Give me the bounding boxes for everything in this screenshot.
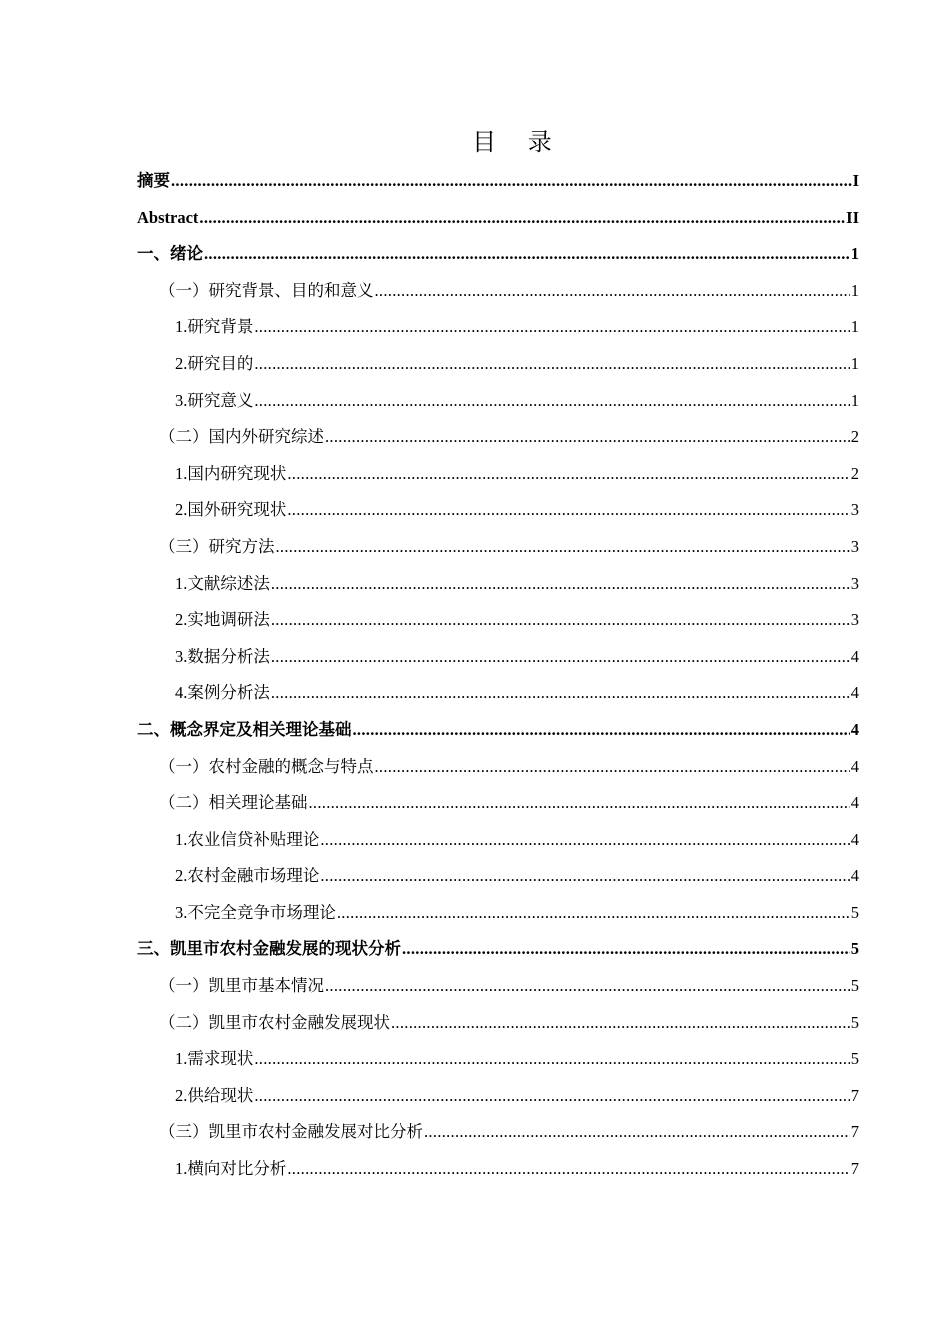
toc-entry-page: 3 bbox=[850, 610, 859, 630]
toc-entry[interactable] bbox=[137, 785, 859, 822]
toc-entry-page: 1 bbox=[850, 244, 859, 264]
dot-leader bbox=[424, 1114, 850, 1151]
toc-entry[interactable] bbox=[137, 639, 859, 676]
toc-entry-label: （一）凯里市基本情况 bbox=[159, 976, 324, 996]
toc-entry-page: 3 bbox=[850, 573, 859, 593]
toc-entry-page: 3 bbox=[850, 536, 859, 556]
dot-leader bbox=[309, 785, 850, 822]
toc-entry-page: 4 bbox=[850, 683, 859, 703]
dot-leader bbox=[375, 273, 850, 310]
toc-entry-label: 1.农业信贷补贴理论 bbox=[175, 829, 320, 849]
toc-entry-page: 4 bbox=[850, 646, 859, 666]
toc-entry-label: 二、概念界定及相关理论基础 bbox=[137, 719, 352, 739]
toc-entry[interactable] bbox=[137, 602, 859, 639]
table-of-contents bbox=[137, 163, 859, 1188]
toc-entry-label: 1.横向对比分析 bbox=[175, 1159, 287, 1179]
toc-entry[interactable] bbox=[137, 822, 859, 859]
toc-entry[interactable] bbox=[137, 566, 859, 603]
toc-entry[interactable] bbox=[137, 529, 859, 566]
dot-leader bbox=[271, 675, 850, 712]
toc-entry[interactable] bbox=[137, 236, 859, 273]
dot-leader bbox=[254, 346, 849, 383]
toc-entry-page: 1 bbox=[850, 390, 859, 410]
toc-entry-page: 4 bbox=[850, 829, 859, 849]
toc-entry[interactable] bbox=[137, 749, 859, 786]
dot-leader bbox=[204, 236, 850, 273]
dot-leader bbox=[254, 1041, 849, 1078]
toc-entry[interactable] bbox=[137, 1114, 859, 1151]
toc-entry-label: 三、凯里市农村金融发展的现状分析 bbox=[137, 939, 401, 959]
toc-entry[interactable] bbox=[137, 1151, 859, 1188]
toc-entry-label: 一、绪论 bbox=[137, 244, 203, 264]
toc-entry-page: 7 bbox=[850, 1085, 859, 1105]
dot-leader bbox=[287, 456, 849, 493]
toc-entry-label: （二）国内外研究综述 bbox=[159, 427, 324, 447]
dot-leader bbox=[287, 492, 849, 529]
toc-entry[interactable] bbox=[137, 858, 859, 895]
dot-leader bbox=[271, 602, 850, 639]
dot-leader bbox=[402, 931, 850, 968]
toc-entry-label: 1.国内研究现状 bbox=[175, 463, 287, 483]
toc-entry-page: 2 bbox=[850, 463, 859, 483]
toc-entry-label: （三）研究方法 bbox=[159, 536, 275, 556]
toc-entry-label: 1.研究背景 bbox=[175, 317, 254, 337]
toc-entry-page: 1 bbox=[850, 353, 859, 373]
dot-leader bbox=[254, 309, 849, 346]
dot-leader bbox=[325, 419, 850, 456]
toc-entry[interactable] bbox=[137, 1005, 859, 1042]
toc-entry[interactable] bbox=[137, 1078, 859, 1115]
toc-entry[interactable] bbox=[137, 383, 859, 420]
dot-leader bbox=[271, 639, 850, 676]
toc-entry[interactable] bbox=[137, 419, 859, 456]
toc-entry-label: （二）相关理论基础 bbox=[159, 793, 308, 813]
toc-entry-label: 1.文献综述法 bbox=[175, 573, 270, 593]
toc-entry-label: 3.数据分析法 bbox=[175, 646, 270, 666]
toc-entry[interactable] bbox=[137, 931, 859, 968]
toc-entry-label: 摘要 bbox=[137, 171, 170, 190]
dot-leader bbox=[391, 1005, 850, 1042]
toc-entry-page: 4 bbox=[850, 793, 859, 813]
dot-leader bbox=[271, 566, 850, 603]
toc-entry-label: 2.国外研究现状 bbox=[175, 500, 287, 520]
dot-leader bbox=[375, 749, 850, 786]
toc-entry[interactable] bbox=[137, 309, 859, 346]
toc-entry-page: 4 bbox=[850, 756, 859, 776]
toc-entry-page: 5 bbox=[850, 939, 859, 959]
dot-leader bbox=[287, 1151, 849, 1188]
toc-entry-label: 3.研究意义 bbox=[175, 390, 254, 410]
toc-entry-label: 2.实地调研法 bbox=[175, 610, 270, 630]
toc-entry[interactable] bbox=[137, 273, 859, 310]
toc-entry-label: 1.需求现状 bbox=[175, 1049, 254, 1069]
toc-entry-label: 2.供给现状 bbox=[175, 1085, 254, 1105]
toc-entry-page: I bbox=[852, 171, 859, 190]
dot-leader bbox=[320, 822, 849, 859]
toc-entry-page: 2 bbox=[850, 427, 859, 447]
toc-entry-page: 5 bbox=[850, 1012, 859, 1032]
toc-entry[interactable] bbox=[137, 712, 859, 749]
toc-entry-label: （三）凯里市农村金融发展对比分析 bbox=[159, 1122, 423, 1142]
toc-entry[interactable] bbox=[137, 456, 859, 493]
toc-entry-page: 4 bbox=[850, 719, 859, 739]
toc-entry-page: 5 bbox=[850, 902, 859, 922]
toc-entry-label: （二）凯里市农村金融发展现状 bbox=[159, 1012, 390, 1032]
toc-title: 目 录 bbox=[472, 128, 564, 156]
toc-entry-label: （一）农村金融的概念与特点 bbox=[159, 756, 374, 776]
dot-leader bbox=[320, 858, 849, 895]
toc-entry[interactable] bbox=[137, 895, 859, 932]
toc-entry-page: 4 bbox=[850, 866, 859, 886]
toc-entry-label: 3.不完全竞争市场理论 bbox=[175, 902, 336, 922]
toc-entry[interactable] bbox=[137, 346, 859, 383]
toc-entry-page: 3 bbox=[850, 500, 859, 520]
toc-entry-page: 5 bbox=[850, 1049, 859, 1069]
toc-entry-page: 7 bbox=[850, 1159, 859, 1179]
dot-leader bbox=[353, 712, 850, 749]
toc-entry-label: 2.农村金融市场理论 bbox=[175, 866, 320, 886]
toc-entry-label: Abstract bbox=[137, 207, 199, 227]
toc-entry-label: 4.案例分析法 bbox=[175, 683, 270, 703]
toc-entry-page: 1 bbox=[850, 317, 859, 337]
toc-entry[interactable] bbox=[137, 492, 859, 529]
dot-leader bbox=[199, 200, 845, 237]
toc-entry-page: II bbox=[846, 207, 859, 227]
toc-entry[interactable] bbox=[137, 163, 859, 200]
toc-entry[interactable] bbox=[137, 1041, 859, 1078]
dot-leader bbox=[337, 895, 850, 932]
dot-leader bbox=[254, 1078, 849, 1115]
toc-entry-label: （一）研究背景、目的和意义 bbox=[159, 280, 374, 300]
toc-entry[interactable] bbox=[137, 200, 859, 237]
toc-entry[interactable] bbox=[137, 675, 859, 712]
dot-leader bbox=[171, 163, 852, 200]
dot-leader bbox=[325, 968, 850, 1005]
toc-entry[interactable] bbox=[137, 968, 859, 1005]
toc-entry-label: 2.研究目的 bbox=[175, 353, 254, 373]
dot-leader bbox=[276, 529, 850, 566]
toc-entry-page: 7 bbox=[850, 1122, 859, 1142]
toc-entry-page: 5 bbox=[850, 976, 859, 996]
toc-entry-page: 1 bbox=[850, 280, 859, 300]
dot-leader bbox=[254, 383, 849, 420]
